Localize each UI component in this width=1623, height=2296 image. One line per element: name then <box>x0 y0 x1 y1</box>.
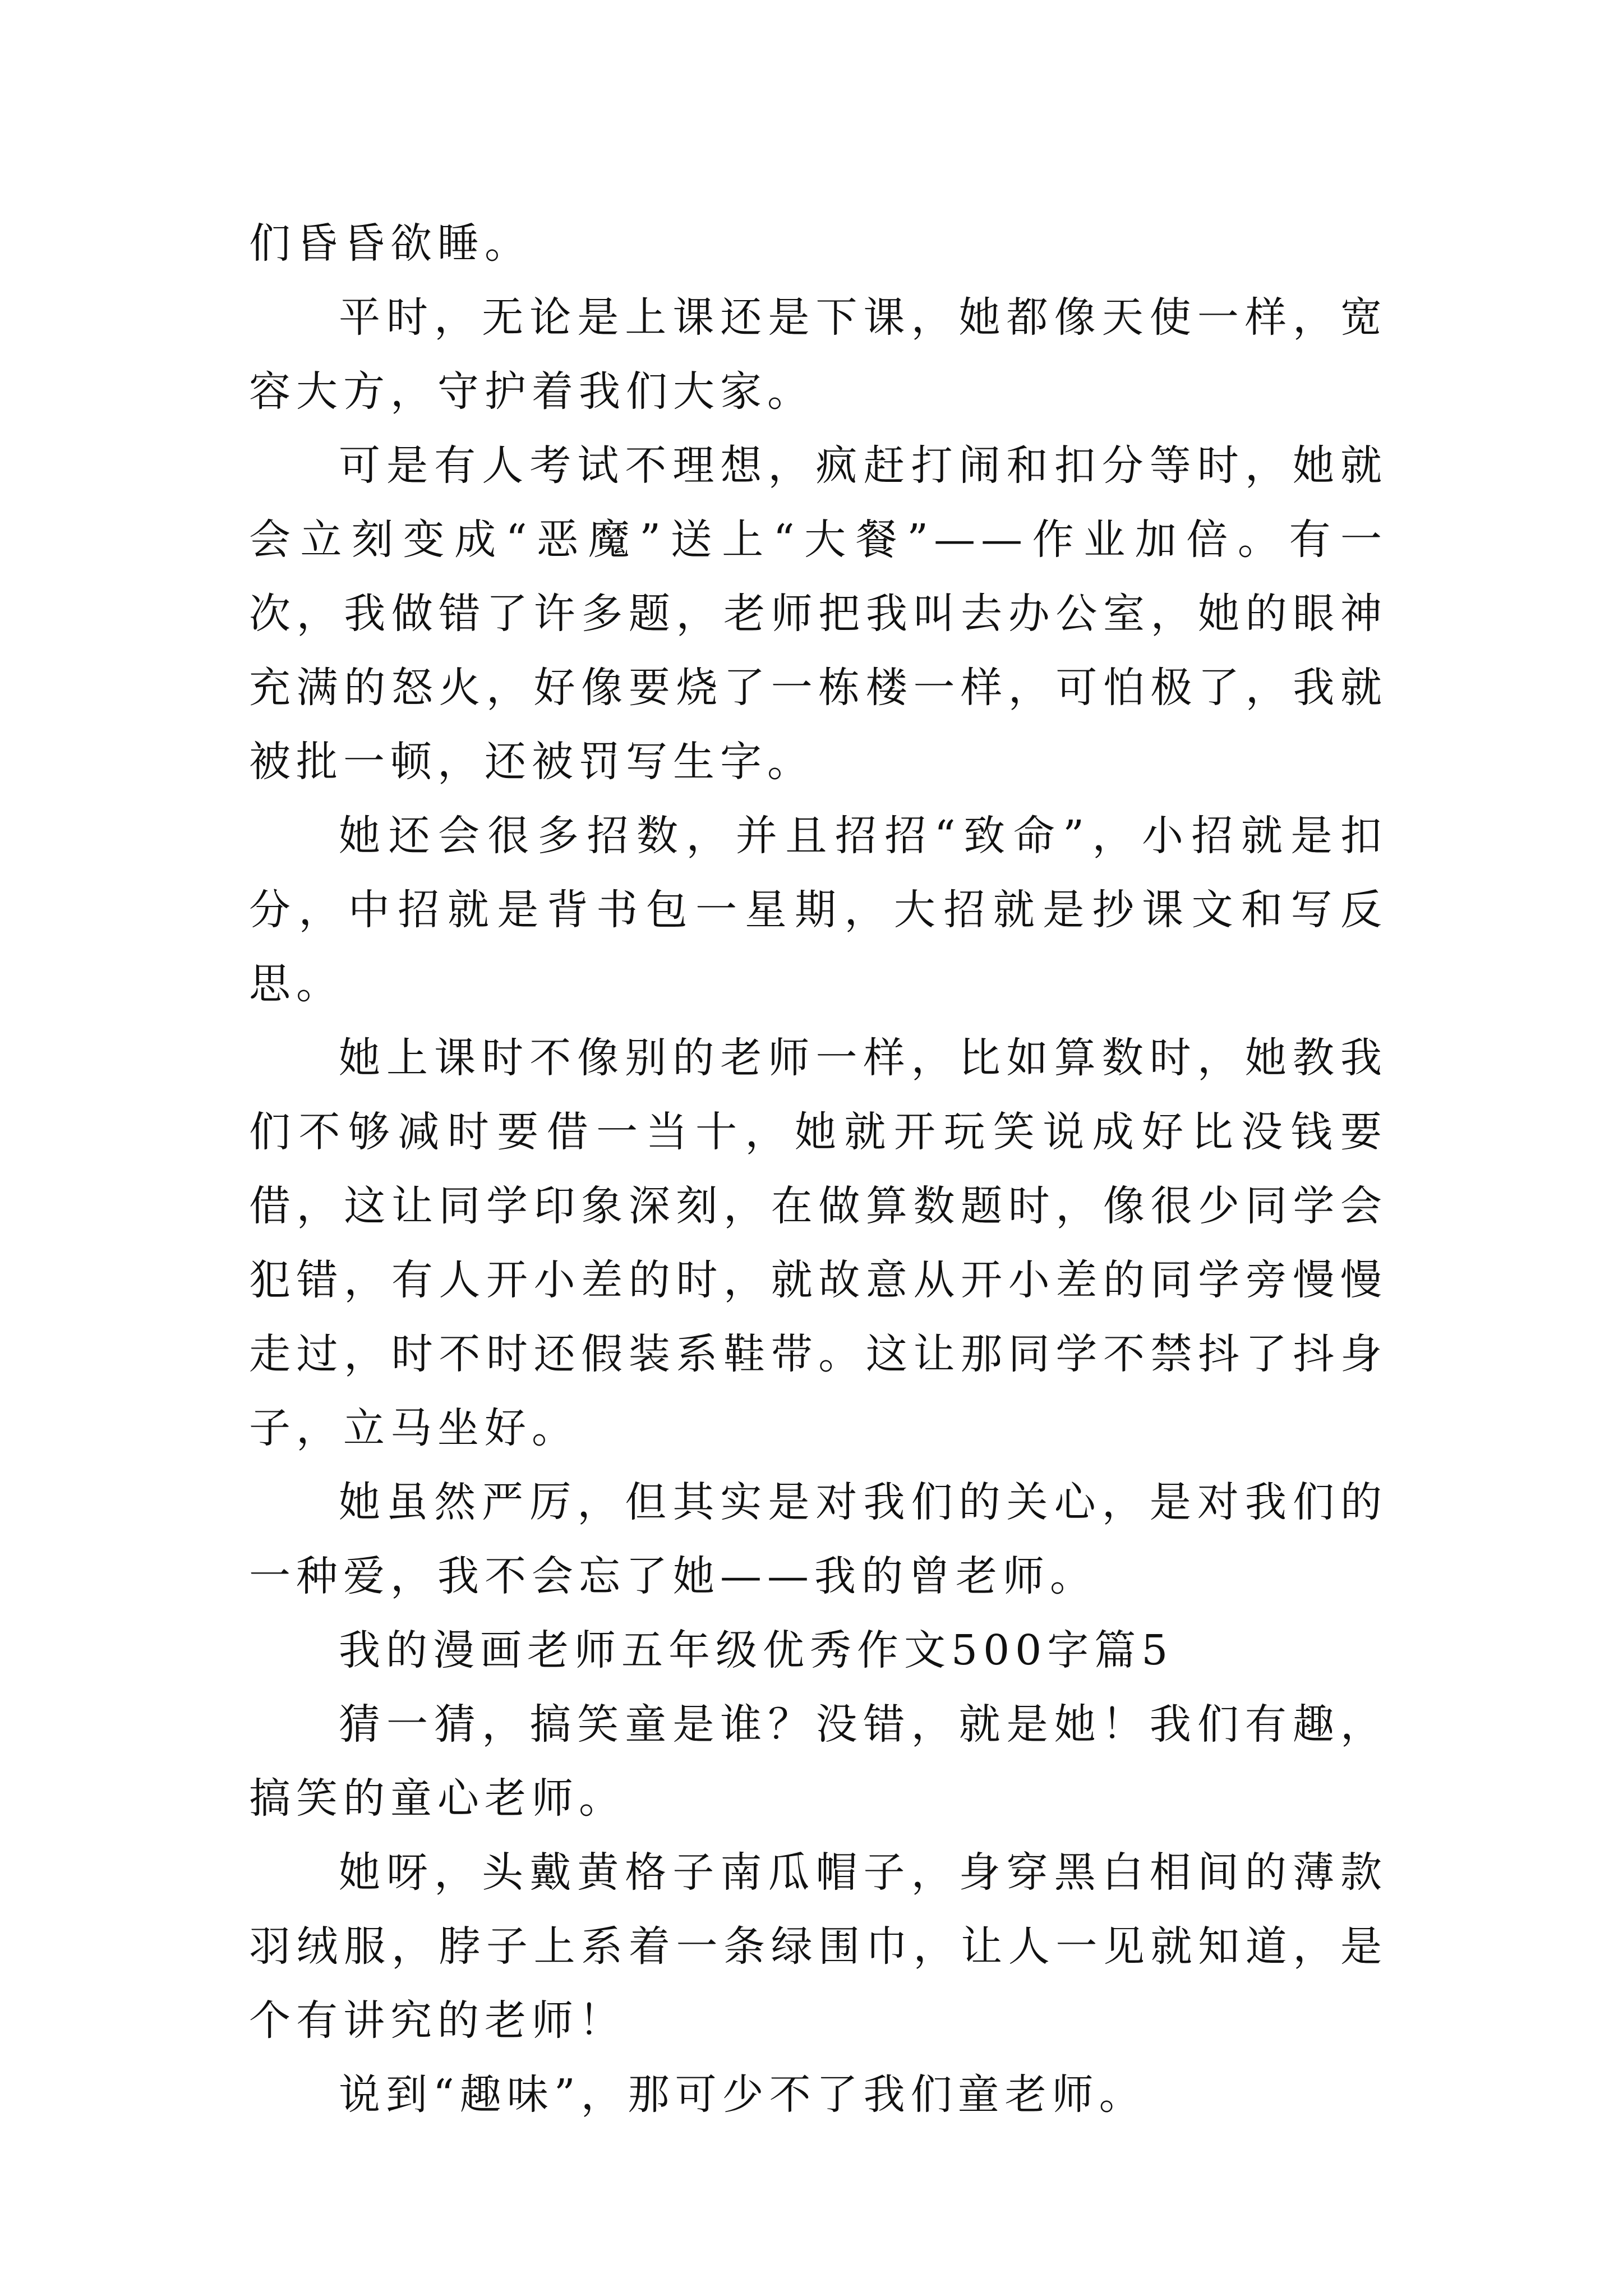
essay-body <box>249 206 1387 2132</box>
paragraph-3: 可是有人考试不理想，疯赶打闹和扣分等时，她就会立刻变成“恶魔”送上“大餐”——作业加倍。有一次，我做错了许多题，老师把我叫去办公室，她的眼神充满的怒火，好像要烧了一栋楼一样，可怕极了，我就被批一顿，还被罚写生字。 <box>249 441 1387 786</box>
paragraph-2: 平时，无论是上课还是下课，她都像天使一样，宽容大方，守护着我们大家。 <box>249 293 1387 416</box>
paragraph-7: 猜一猜，搞笑童是谁？没错，就是她！我们有趣，搞笑的童心老师。 <box>249 1700 1387 1823</box>
paragraph-4: 她还会很多招数，并且招招“致命”，小招就是扣分，中招就是背书包一星期，大招就是抄课文和写反思。 <box>249 812 1387 1008</box>
section-heading: 我的漫画老师五年级优秀作文500字篇5 <box>339 1626 1174 1674</box>
paragraph-8: 她呀，头戴黄格子南瓜帽子，身穿黑白相间的薄款羽绒服，脖子上系着一条绿围巾，让人一见就知道，是个有讲究的老师！ <box>249 1848 1387 2045</box>
paragraph-9: 说到“趣味”，那可少不了我们童老师。 <box>339 2070 1146 2119</box>
paragraph-6: 她虽然严厉，但其实是对我们的关心，是对我们的一种爱，我不会忘了她——我的曾老师。 <box>249 1478 1387 1600</box>
paragraph-1: 们昏昏欲睡。 <box>249 219 532 268</box>
paragraph-5: 她上课时不像别的老师一样，比如算数时，她教我们不够减时要借一当十，她就开玩笑说成好比没钱要借，这让同学印象深刻，在做算数题时，像很少同学会犯错，有人开小差的时，就故意从开小差的同学旁慢慢走过，时不时还假装系鞋带。这让那同学不禁抖了抖身子，立马坐好。 <box>249 1034 1387 1452</box>
